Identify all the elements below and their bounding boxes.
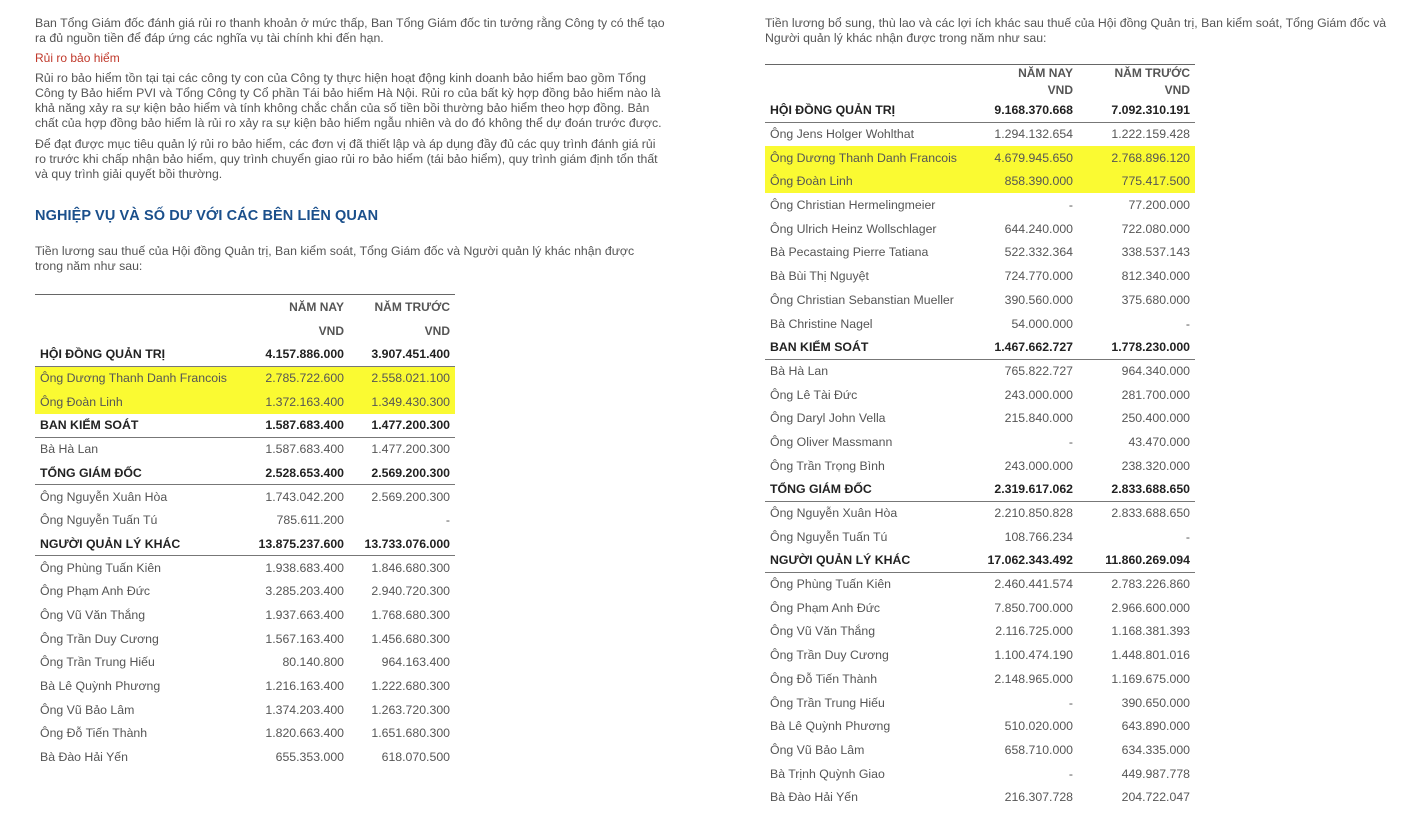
row-current-value: 2.116.725.000 <box>995 624 1073 639</box>
row-prior-value: 1.778.230.000 <box>1078 335 1195 359</box>
row-current-value: 1.820.663.400 <box>265 726 344 741</box>
table-row <box>35 650 455 674</box>
table-row <box>765 264 1195 288</box>
row-current-value: 1.216.163.400 <box>265 678 344 693</box>
row-prior-value: 2.558.021.100 <box>349 366 455 390</box>
table-group-row <box>765 335 1195 359</box>
row-current-value: 1.374.203.400 <box>265 702 344 717</box>
row-current-value: 2.460.441.574 <box>994 577 1073 592</box>
right-salary-table <box>765 64 1195 809</box>
table-row <box>35 485 455 509</box>
col-prior-header: NĂM TRƯỚC <box>374 299 450 314</box>
row-prior-value: 634.335.000 <box>1121 742 1190 757</box>
row-prior-value: - <box>1185 529 1190 544</box>
table-row <box>765 288 1195 312</box>
row-name: Ông Trần Trọng Bình <box>770 458 885 473</box>
row-current-value: 243.000.000 <box>1004 458 1073 473</box>
table-row <box>765 122 1195 146</box>
row-name: Ông Nguyễn Xuân Hòa <box>40 489 168 504</box>
row-current-value: 1.937.663.400 <box>265 607 344 622</box>
row-current-value: 13.875.237.600 <box>241 532 349 556</box>
row-prior-value: 1.222.680.300 <box>371 678 450 693</box>
row-name: HỘI ĐỒNG QUẢN TRỊ <box>765 99 970 123</box>
row-prior-value: 204.722.047 <box>1121 790 1190 805</box>
row-current-value: 1.467.662.727 <box>970 335 1078 359</box>
row-prior-value: 1.651.680.300 <box>371 726 450 741</box>
row-current-value: 1.294.132.654 <box>994 127 1073 142</box>
row-current-value: 17.062.343.492 <box>970 549 1078 573</box>
row-name: Ông Jens Holger Wohlthat <box>770 127 914 142</box>
table-row <box>765 146 1195 170</box>
row-prior-value: 2.833.688.650 <box>1111 506 1190 521</box>
table-row <box>765 501 1195 525</box>
row-prior-value: 2.768.896.120 <box>1078 146 1195 170</box>
row-name: Bà Christine Nagel <box>770 316 873 331</box>
table-group-row <box>35 414 455 438</box>
row-current-value: 54.000.000 <box>1011 316 1073 331</box>
row-prior-value: 2.966.600.000 <box>1111 600 1190 615</box>
table-group-row <box>35 461 455 485</box>
row-prior-value: 1.448.801.016 <box>1111 648 1190 663</box>
row-name: BAN KIỂM SOÁT <box>35 414 241 438</box>
table-group-row <box>765 478 1195 502</box>
table-row <box>35 603 455 627</box>
left-table-intro: Tiền lương sau thuế của Hội đồng Quản trị, Ban kiểm soát, Tổng Giám đốc và Người quản lý khác nhận được trong năm như sau: <box>35 244 635 273</box>
related-parties-heading: NGHIỆP VỤ VÀ SỐ DƯ VỚI CÁC BÊN LIÊN QUAN <box>35 208 379 224</box>
row-current-value: 215.840.000 <box>1004 411 1073 426</box>
row-prior-value: 390.650.000 <box>1121 695 1190 710</box>
table-row <box>35 698 455 722</box>
row-name: Ông Trần Duy Cương <box>40 631 159 646</box>
table-group-row <box>765 549 1195 573</box>
row-name: Ông Vũ Bảo Lâm <box>770 742 865 757</box>
table-row <box>35 390 455 414</box>
table-group-row <box>35 343 455 367</box>
row-current-value: 2.785.722.600 <box>241 366 349 390</box>
right-column <box>765 0 1405 809</box>
row-name: NGƯỜI QUẢN LÝ KHÁC <box>35 532 241 556</box>
row-prior-value: - <box>1185 316 1190 331</box>
row-name: Ông Trần Duy Cương <box>770 648 889 663</box>
row-current-value: 765.822.727 <box>1004 364 1073 379</box>
table-row <box>765 454 1195 478</box>
row-prior-value: 375.680.000 <box>1121 292 1190 307</box>
table-row <box>765 738 1195 762</box>
row-prior-value: 250.400.000 <box>1121 411 1190 426</box>
row-current-value: 1.100.474.190 <box>994 648 1073 663</box>
row-name: Bà Đào Hải Yến <box>770 790 858 805</box>
row-prior-value: 1.768.680.300 <box>371 607 450 622</box>
row-prior-value: 1.222.159.428 <box>1111 127 1190 142</box>
row-current-value: - <box>1068 198 1073 213</box>
row-name: TỔNG GIÁM ĐỐC <box>35 461 241 485</box>
row-current-value: 522.332.364 <box>1004 245 1073 260</box>
row-name: BAN KIỂM SOÁT <box>765 335 970 359</box>
row-name: HỘI ĐỒNG QUẢN TRỊ <box>35 343 241 367</box>
row-prior-value: 1.477.200.300 <box>349 414 455 438</box>
table-row <box>765 525 1195 549</box>
table-row <box>35 437 455 461</box>
row-name: Ông Nguyễn Xuân Hòa <box>770 506 898 521</box>
row-name: Bà Lê Quỳnh Phương <box>40 678 161 693</box>
row-name: Ông Vũ Bảo Lâm <box>40 702 135 717</box>
row-name: Ông Phùng Tuấn Kiên <box>770 577 892 592</box>
row-name: Ông Phạm Anh Đức <box>40 584 151 599</box>
table-row <box>35 627 455 651</box>
row-name: Ông Đoàn Linh <box>765 170 970 194</box>
table-row <box>765 643 1195 667</box>
table-row <box>765 430 1195 454</box>
col-current-unit: VND <box>1047 83 1073 97</box>
row-name: Ông Dương Thanh Danh Francois <box>35 366 241 390</box>
table-group-row <box>765 99 1195 123</box>
row-name: Ông Nguyễn Tuấn Tú <box>40 513 158 528</box>
row-current-value: 510.020.000 <box>1004 719 1073 734</box>
row-prior-value: 1.456.680.300 <box>371 631 450 646</box>
row-prior-value: 77.200.000 <box>1128 198 1190 213</box>
row-name: Bà Hà Lan <box>770 364 829 379</box>
row-current-value: 1.372.163.400 <box>241 390 349 414</box>
row-current-value: 3.285.203.400 <box>265 584 344 599</box>
col-prior-unit: VND <box>1164 83 1190 97</box>
row-name: Ông Trần Trung Hiếu <box>40 655 155 670</box>
table-row <box>35 674 455 698</box>
row-prior-value: 722.080.000 <box>1121 221 1190 236</box>
table-row <box>765 620 1195 644</box>
table-row <box>765 312 1195 336</box>
row-name: Ông Lê Tài Đức <box>770 387 858 402</box>
row-prior-value: 643.890.000 <box>1121 719 1190 734</box>
row-name: Bà Trịnh Quỳnh Giao <box>770 766 885 781</box>
left-column <box>35 0 665 769</box>
row-name: Ông Đỗ Tiến Thành <box>40 726 148 741</box>
table-row <box>765 406 1195 430</box>
left-salary-table <box>35 294 455 769</box>
row-name: Ông Vũ Văn Thắng <box>770 624 876 639</box>
row-prior-value: 2.569.200.300 <box>371 489 450 504</box>
right-table-intro: Tiền lương bổ sung, thù lao và các lợi ích khác sau thuế của Hội đồng Quản trị, Ban kiểm soát, Tổng Giám đốc và Người quản lý khác nhận được trong năm như sau: <box>765 16 1387 45</box>
table-row <box>765 572 1195 596</box>
row-prior-value: 1.349.430.300 <box>349 390 455 414</box>
row-prior-value: 2.940.720.300 <box>371 584 450 599</box>
row-prior-value: 1.168.381.393 <box>1111 624 1190 639</box>
table-row <box>765 667 1195 691</box>
row-current-value: 4.679.945.650 <box>970 146 1078 170</box>
row-prior-value: 2.833.688.650 <box>1078 478 1195 502</box>
row-name: NGƯỜI QUẢN LÝ KHÁC <box>765 549 970 573</box>
table-row <box>765 359 1195 383</box>
row-current-value: 4.157.886.000 <box>241 343 349 367</box>
table-row <box>765 596 1195 620</box>
row-prior-value: 281.700.000 <box>1121 387 1190 402</box>
row-current-value: 1.567.163.400 <box>265 631 344 646</box>
row-current-value: 1.587.683.400 <box>265 442 344 457</box>
row-current-value: 658.710.000 <box>1004 742 1073 757</box>
row-name: Ông Đoàn Linh <box>35 390 241 414</box>
table-row <box>35 722 455 746</box>
row-prior-value: 13.733.076.000 <box>349 532 455 556</box>
row-current-value: 216.307.728 <box>1004 790 1073 805</box>
row-name: Ông Oliver Massmann <box>770 434 893 449</box>
table-row <box>35 556 455 580</box>
table-row <box>765 714 1195 738</box>
row-prior-value: 338.537.143 <box>1121 245 1190 260</box>
row-current-value: 724.770.000 <box>1004 269 1073 284</box>
col-prior-header: NĂM TRƯỚC <box>1114 66 1190 81</box>
insurance-risk-paragraph-2: Để đạt được mục tiêu quản lý rủi ro bảo hiểm, các đơn vị đã thiết lập và áp dụng đầy đủ các quy trình đánh giá rủi ro trước khi chấp nhận bảo hiểm, quy trình chuyển giao rủi ro bảo hiểm (tái bảo hiểm), quy trình giám định tổn thất và quy trình giải quyết bồi thường. <box>35 137 658 181</box>
insurance-risk-paragraph-1: Rủi ro bảo hiểm tồn tại tại các công ty con của Công ty thực hiện hoạt động kinh doanh bảo hiểm bao gồm Tổng Công ty Bảo hiểm PVI và Tổng Công ty Cổ phần Tái bảo hiểm Hà Nội. Rủi ro của bất kỳ hợp đồng bảo hiểm nào là khả năng xảy ra sự kiện bảo hiểm và tính không chắc chắn của số tiền bồi thường bảo hiểm theo hợp đồng. Bản chất của hợp đồng bảo hiểm là rủi ro xảy ra sự kiện bảo hiểm ngẫu nhiên và do đó không thể dự đoán trước được. <box>35 71 662 130</box>
row-prior-value: 2.569.200.300 <box>349 461 455 485</box>
row-prior-value: 964.163.400 <box>381 655 450 670</box>
table-row <box>765 170 1195 194</box>
row-prior-value: 43.470.000 <box>1128 434 1190 449</box>
row-name: Ông Trần Trung Hiếu <box>770 695 885 710</box>
table-row <box>35 745 455 769</box>
row-name: Bà Bùi Thị Nguyệt <box>770 269 869 284</box>
row-prior-value: 618.070.500 <box>381 750 450 765</box>
table-row <box>765 383 1195 407</box>
row-current-value: 2.148.965.000 <box>994 671 1073 686</box>
row-name: Ông Daryl John Vella <box>770 411 886 426</box>
row-name: Bà Pecastaing Pierre Tatiana <box>770 245 929 260</box>
table-row <box>765 762 1195 786</box>
row-prior-value: 7.092.310.191 <box>1078 99 1195 123</box>
row-current-value: 9.168.370.668 <box>970 99 1078 123</box>
table-row <box>765 217 1195 241</box>
row-current-value: 2.210.850.828 <box>994 506 1073 521</box>
row-name: Ông Christian Sebanstian Mueller <box>770 292 954 307</box>
row-prior-value: 964.340.000 <box>1121 364 1190 379</box>
col-current-header: NĂM NAY <box>289 299 344 314</box>
row-name: Ông Đỗ Tiến Thành <box>770 671 878 686</box>
table-row <box>35 579 455 603</box>
row-current-value: 390.560.000 <box>1004 292 1073 307</box>
row-current-value: 1.938.683.400 <box>265 560 344 575</box>
row-prior-value: 1.477.200.300 <box>371 442 450 457</box>
row-current-value: 1.587.683.400 <box>241 414 349 438</box>
row-name: Bà Đào Hải Yến <box>40 750 128 765</box>
row-current-value: 644.240.000 <box>1004 221 1073 236</box>
row-name: Ông Ulrich Heinz Wollschlager <box>770 221 937 236</box>
row-current-value: 655.353.000 <box>275 750 344 765</box>
row-name: Bà Lê Quỳnh Phương <box>770 719 891 734</box>
table-row <box>35 366 455 390</box>
row-name: Ông Christian Hermelingmeier <box>770 198 936 213</box>
row-name: Ông Phùng Tuấn Kiên <box>40 560 162 575</box>
row-prior-value: 238.320.000 <box>1121 458 1190 473</box>
row-current-value: 1.743.042.200 <box>265 489 344 504</box>
row-current-value: 243.000.000 <box>1004 387 1073 402</box>
row-name: Ông Vũ Văn Thắng <box>40 607 146 622</box>
row-prior-value: 1.169.675.000 <box>1111 671 1190 686</box>
row-name: TỔNG GIÁM ĐỐC <box>765 478 970 502</box>
table-group-row <box>35 532 455 556</box>
table-row <box>765 193 1195 217</box>
row-current-value: 7.850.700.000 <box>994 600 1073 615</box>
row-current-value: 2.528.653.400 <box>241 461 349 485</box>
col-prior-unit: VND <box>424 323 450 338</box>
col-current-unit: VND <box>318 323 344 338</box>
row-name: Ông Nguyễn Tuấn Tú <box>770 529 888 544</box>
row-prior-value: 812.340.000 <box>1121 269 1190 284</box>
row-prior-value: 1.846.680.300 <box>371 560 450 575</box>
row-current-value: 2.319.617.062 <box>970 478 1078 502</box>
row-current-value: 858.390.000 <box>970 170 1078 194</box>
row-prior-value: - <box>445 513 450 528</box>
table-row <box>765 785 1195 809</box>
table-row <box>765 691 1195 715</box>
row-prior-value: 1.263.720.300 <box>371 702 450 717</box>
row-prior-value: 449.987.778 <box>1121 766 1190 781</box>
row-prior-value: 11.860.269.094 <box>1078 549 1195 573</box>
table-row <box>35 508 455 532</box>
liquidity-paragraph: Ban Tổng Giám đốc đánh giá rủi ro thanh khoản ở mức thấp, Ban Tổng Giám đốc tin tưởng rằng Công ty có thể tạo ra đủ nguồn tiền để đáp ứng các nghĩa vụ tài chính khi đến hạn. <box>35 16 665 45</box>
row-current-value: - <box>1068 434 1073 449</box>
table-row <box>765 241 1195 265</box>
row-name: Ông Dương Thanh Danh Francois <box>765 146 970 170</box>
row-current-value: 108.766.234 <box>1004 529 1073 544</box>
row-current-value: - <box>1068 695 1073 710</box>
row-current-value: 80.140.800 <box>282 655 344 670</box>
row-name: Ông Phạm Anh Đức <box>770 600 881 615</box>
row-prior-value: 2.783.226.860 <box>1111 577 1190 592</box>
insurance-risk-title: Rủi ro bảo hiểm <box>35 51 120 65</box>
row-prior-value: 775.417.500 <box>1078 170 1195 194</box>
row-current-value: - <box>1068 766 1073 781</box>
row-name: Bà Hà Lan <box>40 442 99 457</box>
row-current-value: 785.611.200 <box>276 513 344 528</box>
row-prior-value: 3.907.451.400 <box>349 343 455 367</box>
col-current-header: NĂM NAY <box>1018 66 1073 81</box>
